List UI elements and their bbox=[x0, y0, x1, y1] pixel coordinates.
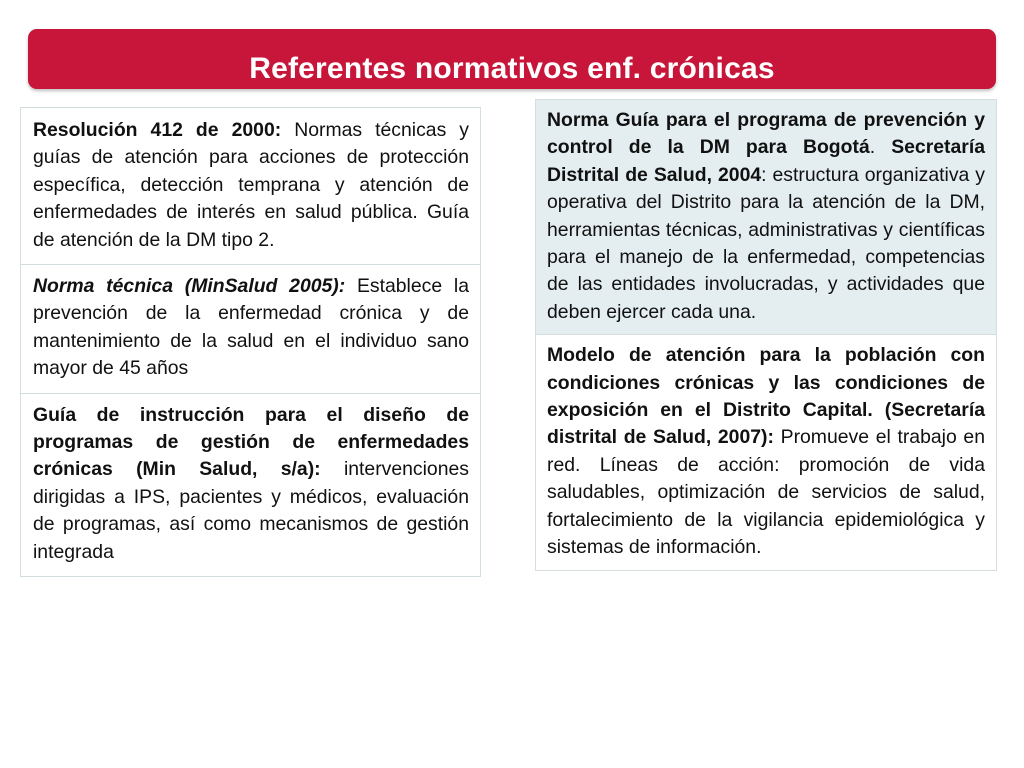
norma-tecnica-box bbox=[20, 264, 481, 394]
modelo-atencion-box bbox=[535, 334, 997, 570]
norma-guia-heading: Norma Guía para el programa de prevención y control de la DM para Bogotá bbox=[547, 109, 985, 159]
guia-instruccion-text: intervenciones dirigidas a IPS, pacientes y médicos, evaluación de programas, así como mecanismos de gestión integrada bbox=[33, 458, 469, 563]
left-column bbox=[20, 108, 481, 577]
modelo-atencion-text: Promueve el trabajo en red. Líneas de acción: promoción de vida saludables, optimización de servicios de salud, fortalecimiento de la vigilancia epidemiológica y sistemas de información. bbox=[547, 426, 986, 559]
resolucion-412-text: Normas técnicas y guías de atención para acciones de protección específica, detección temprana y atención de enfermedades de interés en salud pública. Guía de atención de la DM tipo 2. bbox=[33, 119, 469, 251]
title-banner bbox=[28, 29, 996, 89]
resolucion-412-box bbox=[20, 107, 481, 265]
norma-guia-text: : estructura organizativa y operativa del Distrito para la atención de la DM, herramientas técnicas, administrativas y científicas para el manejo de la enfermedad, competencias de las entidades involucradas, y actividades que deben ejercer cada una. bbox=[547, 163, 985, 323]
norma-guia-separator: . bbox=[869, 136, 892, 159]
resolucion-412-heading: Resolución 412 de 2000: bbox=[33, 119, 282, 141]
norma-tecnica-text: Establece la prevención de la enfermedad crónica y de mantenimiento de la salud en el individuo sano mayor de 45 años bbox=[33, 275, 469, 380]
norma-guia-source: Secretaría Distrital de Salud, 2004 bbox=[547, 136, 986, 186]
norma-guia-box bbox=[535, 99, 997, 335]
right-column bbox=[535, 100, 997, 571]
norma-tecnica-heading: Norma técnica (MinSalud 2005): bbox=[33, 275, 346, 298]
guia-instruccion-heading: Guía de instrucción para el diseño de programas de gestión de enfermedades crónicas (Min Salud, s/a): bbox=[33, 403, 469, 481]
guia-instruccion-box bbox=[20, 393, 481, 577]
modelo-atencion-heading: Modelo de atención para la población con condiciones crónicas y las condiciones de exposición en el Distrito Capital. (Secretaría distrital de Salud, 2007): bbox=[547, 344, 985, 449]
slide-title: Referentes normativos enf. crónicas bbox=[249, 52, 775, 85]
